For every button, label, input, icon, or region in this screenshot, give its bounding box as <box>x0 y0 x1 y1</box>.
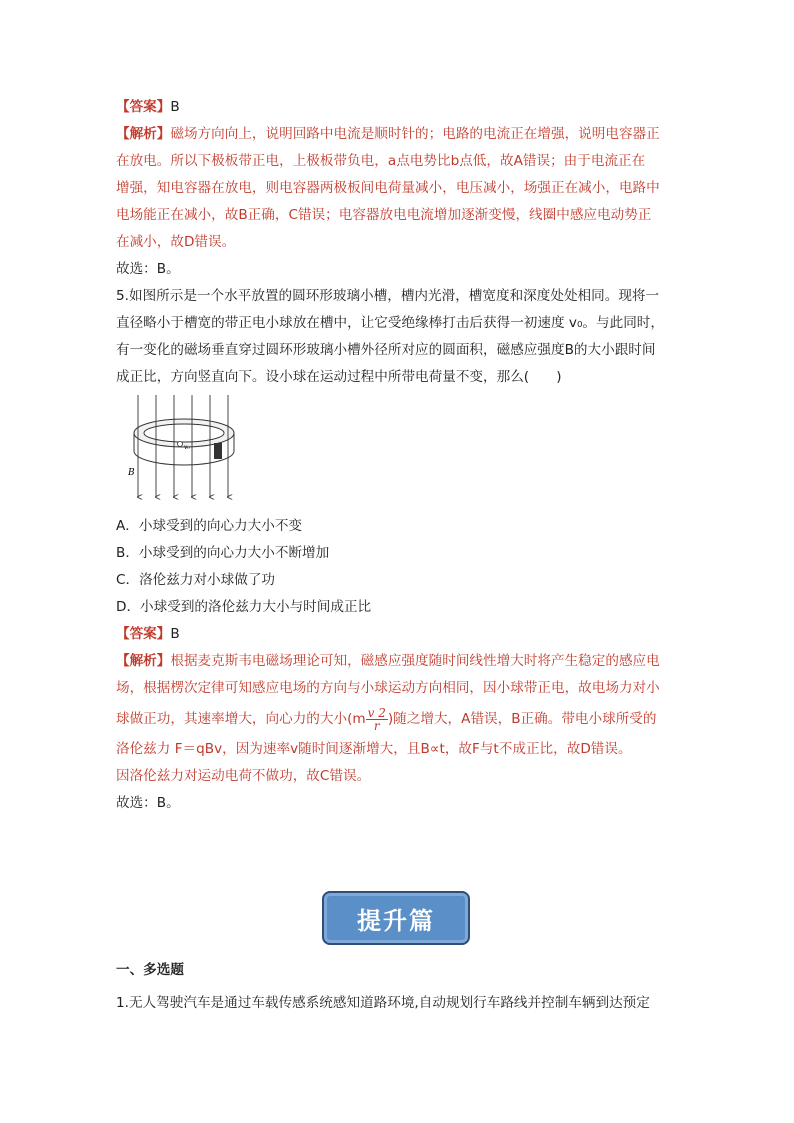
option-d: D．小球受到的洛伦兹力大小与时间成正比 <box>116 599 372 615</box>
banner-title: 提升篇 <box>322 891 470 945</box>
q5-conclusion: 故选：B。 <box>116 795 180 811</box>
prev-answer-line <box>116 94 682 121</box>
prev-analysis-line-1 <box>116 121 682 148</box>
q5-analysis-line-5: 因洛伦兹力对运动电荷不做功，故C错误。 <box>116 768 371 784</box>
question5-line-1: 5.如图所示是一个水平放置的圆环形玻璃小槽，槽内光滑，槽宽度和深度处处相同。现将一 <box>116 288 660 304</box>
question5-line-4: 成正比，方向竖直向下。设小球在运动过程中所带电荷量不变，那么( ) <box>116 369 562 385</box>
multiple-choice-section <box>116 957 682 1017</box>
document-body <box>116 94 682 817</box>
section-heading: 一、多选题 <box>116 962 184 978</box>
ring-trough-figure <box>128 393 248 501</box>
prev-analysis-line-3: 增强，知电容器在放电，则电容器两极板间电荷量减小，电压减小，场强正在减小，电路中 <box>116 180 660 196</box>
fraction-denominator: r <box>373 718 380 733</box>
prev-conclusion: 故选：B。 <box>116 261 180 277</box>
option-c: C．洛伦兹力对小球做了功 <box>116 572 276 588</box>
question5-line-2: 直径略小于槽宽的带正电小球放在槽中，让它受绝缘棒打击后获得一初速度 v₀。与此同时， <box>116 315 664 331</box>
fraction-numerator: v 2 <box>367 705 386 720</box>
option-a: A．小球受到的向心力大小不变 <box>116 518 303 534</box>
question5-line-3: 有一变化的磁场垂直穿过圆环形玻璃小槽外径所对应的圆面积，磁感应强度B的大小跟时间 <box>116 342 656 358</box>
label-B: B <box>128 468 135 478</box>
q5-analysis-line-3 <box>116 702 682 736</box>
section-banner <box>322 891 470 945</box>
q5-analysis-line-2: 场，根据楞次定律可知感应电场的方向与小球运动方向相同，因小球带正电，故电场力对小 <box>116 680 660 696</box>
prev-analysis-line-2: 在放电。所以下极板带正电，上极板带负电，a点电势比b点低，故A错误；由于电流正在 <box>116 153 646 169</box>
q5-analysis-line-1 <box>116 648 682 675</box>
label-v0: v₀ <box>184 444 190 451</box>
answer-value: B <box>170 99 180 115</box>
analysis-text: 球做正功，其速率增大，向心力的大小(m <box>116 711 366 727</box>
fraction-v2-over-r <box>366 707 388 732</box>
q5-analysis-line-4: 洛伦兹力 F＝qBv，因为速率v随时间逐渐增大，且B∝t，故F与t不成正比，故D错误。 <box>116 741 632 757</box>
prev-analysis-line-5: 在减小，故D错误。 <box>116 234 236 250</box>
option-b: B．小球受到的向心力大小不断增加 <box>116 545 330 561</box>
analysis-label: 【解析】 <box>116 653 171 669</box>
analysis-label: 【解析】 <box>116 126 171 142</box>
analysis-text: 磁场方向向上，说明回路中电流是顺时针的；电路的电流正在增强，说明电容器正 <box>170 126 660 142</box>
analysis-text: )随之增大，A错误，B正确。带电小球所受的 <box>387 711 657 727</box>
q5-answer-line <box>116 621 682 648</box>
prev-analysis-line-4: 电场能正在减小，故B正确，C错误；电容器放电电流增加逐渐变慢，线圈中感应电动势正 <box>116 207 652 223</box>
answer-value: B <box>170 626 180 642</box>
magnetic-field-diagram <box>128 393 248 501</box>
question1-line-1: 1.无人驾驶汽车是通过车载传感系统感知道路环境,自动规划行车路线并控制车辆到达预定 <box>116 995 650 1011</box>
answer-label: 【答案】 <box>116 99 171 115</box>
answer-label: 【答案】 <box>116 626 171 642</box>
analysis-text: 根据麦克斯韦电磁场理论可知，磁感应强度随时间线性增大时将产生稳定的感应电 <box>170 653 660 669</box>
